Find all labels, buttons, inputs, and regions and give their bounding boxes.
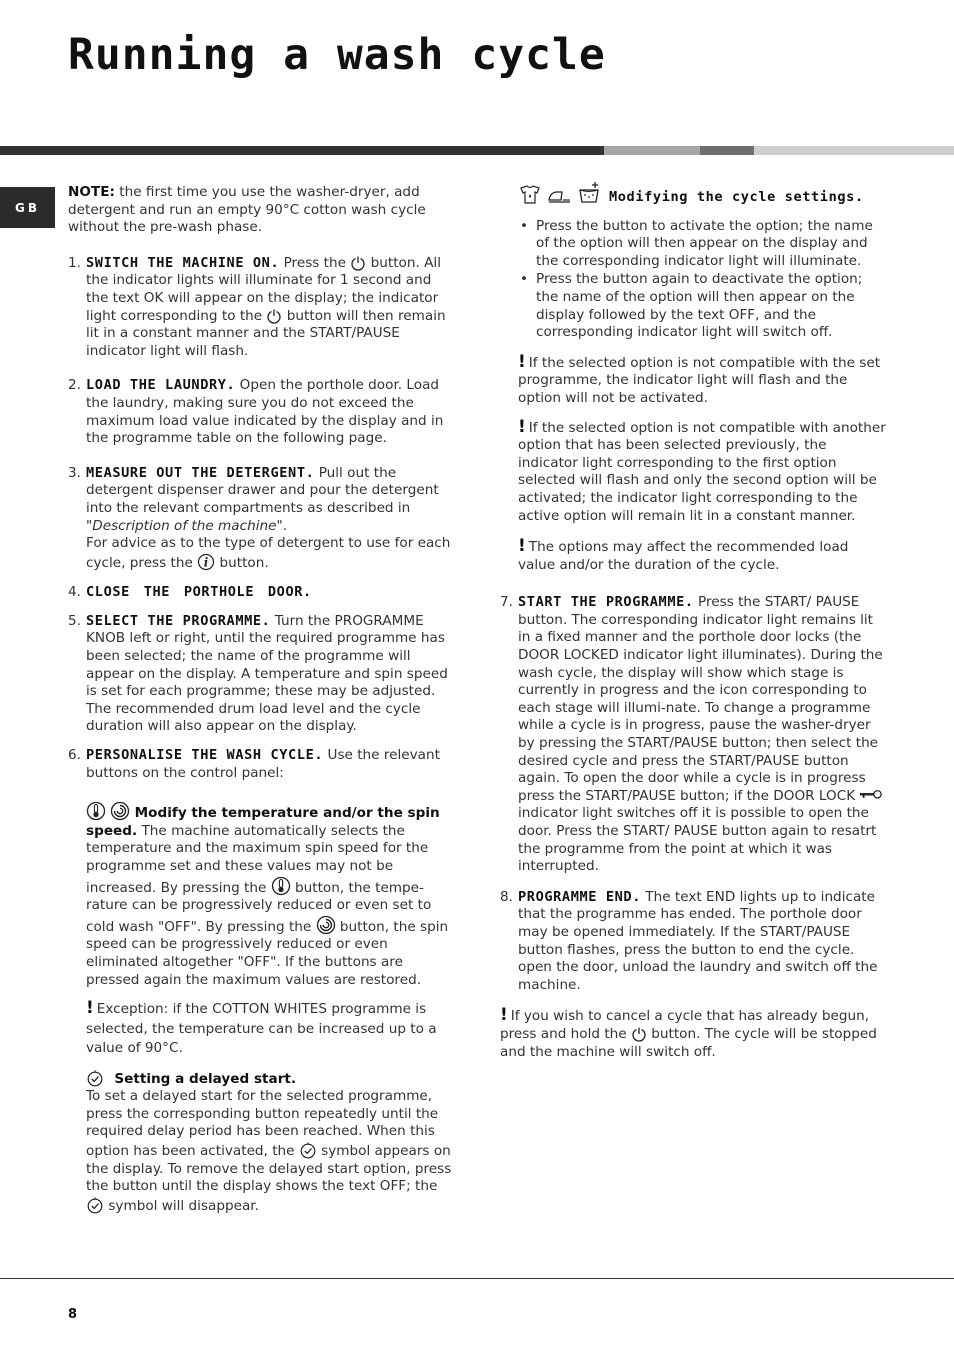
warning-text: If the selected option is not compatible with the set programme, the indicator light will flash and the option will not be activated. (518, 354, 881, 406)
spin-icon (110, 801, 130, 821)
step-heading: LOAD THE LAUNDRY. (86, 377, 236, 394)
modify-bullet: • Press the button to activate the option; the name of the option will then appear on the display and the corresponding indicator light will illuminate. (518, 218, 888, 271)
warning-note (518, 416, 888, 526)
step-3 (68, 465, 455, 573)
footer-rule (0, 1278, 954, 1279)
power-icon (631, 1026, 647, 1042)
step-text: The text END lights up to indicate that the programme has ended. The porthole door may be opened immediately. If the START/PAUSE button flashes, press the button to end the cycle. open the door, unload the laundry and switch off the machine. (518, 888, 878, 993)
exception-note (86, 999, 455, 1059)
cancel-text: If you wish to cancel a cycle that has already begun, press and hold the (500, 1008, 870, 1042)
step-text: Pull out the detergent dispenser drawer and pour the detergent into the relevant compartments as described in " (86, 464, 439, 534)
step-4 (68, 584, 455, 602)
page-title: Running a wash cycle (68, 30, 606, 80)
warning-icon: ! (518, 351, 526, 372)
step-number: 4. (68, 584, 81, 601)
note-paragraph (68, 184, 455, 237)
note-label: NOTE: (68, 184, 115, 200)
step-8 (500, 889, 888, 995)
temperature-icon (86, 801, 106, 821)
delay-timer-icon (86, 1069, 104, 1087)
extra-rinse-icon (577, 181, 601, 205)
step-number: 8. (500, 888, 513, 905)
step-text: button will then remain lit in a constant manner and the START/PAUSE indicator light will flash. (86, 307, 446, 359)
warning-note (518, 538, 888, 574)
step-number: 7. (500, 594, 513, 611)
step-heading: MEASURE OUT THE DETERGENT. (86, 464, 315, 481)
temp-spin-text: button, the spin speed can be progressively reduced or even eliminated altogether "OFF". If the buttons are pressed again the maximum values are restored. (86, 918, 449, 988)
spin-icon (316, 915, 336, 935)
delay-text: symbol will disappear. (104, 1197, 259, 1214)
page-number: 8 (68, 1307, 78, 1322)
stain-removal-icon (518, 183, 542, 205)
step-2 (68, 377, 455, 447)
header-rule-mid (604, 146, 700, 155)
header-rule-light (754, 146, 954, 155)
step-heading: SELECT THE PROGRAMME. (86, 612, 271, 629)
step-text: indicator light switches off it is possible to open the door. Press the START/ PAUSE button again to resatrt the programme from the point at which it was interrupted. (518, 805, 877, 875)
step-heading: CLOSE THE PORTHOLE DOOR. (86, 584, 312, 601)
warning-icon: ! (518, 536, 526, 557)
step-reference: Description of the machine (92, 517, 277, 534)
warning-note (518, 351, 888, 408)
delay-timer-icon (86, 1196, 104, 1214)
step-number: 3. (68, 464, 81, 481)
delay-text: To set a delayed start for the selected programme, press the corresponding button repeatedly until the required delay period has been reached. When this option has been activated, the (86, 1088, 439, 1160)
step-text: button. (215, 554, 269, 571)
delay-timer-icon (299, 1141, 317, 1159)
step-heading: PROGRAMME END. (518, 888, 641, 905)
cancel-text: button. The cycle will be stopped and the machine will switch off. (500, 1025, 877, 1060)
delay-heading: Setting a delayed start. (114, 1070, 297, 1087)
door-lock-key-icon (859, 788, 883, 800)
step-text: Press the (279, 254, 351, 271)
info-icon (197, 553, 215, 571)
step-number: 6. (68, 747, 81, 764)
iron-icon (546, 185, 572, 205)
step-5 (68, 613, 455, 736)
temp-spin-heading: Modify the temperature and/or the spin speed. (86, 805, 440, 839)
warning-text: If the selected option is not compatible with another option that has been selected previously, the indicator light corresponding to the first option selected will flash and only the second option will be activated; the indicator light corresponding to the active option will remain lit in a constant manner. (518, 419, 886, 524)
step-number: 1. (68, 254, 81, 271)
left-column (68, 184, 455, 1215)
temp-spin-paragraph (86, 801, 455, 989)
cancel-note (500, 1007, 888, 1061)
step-text: Use the relevant buttons on the control panel: (86, 747, 440, 781)
step-number: 2. (68, 377, 81, 394)
temp-spin-text: The machine automatically selects the temperature and the maximum spin speed for the programme set and these values may not be increased. By pressing the (86, 822, 429, 896)
step-text: For advice as to the type of detergent to use for each cycle, press the (86, 535, 451, 571)
step-heading: PERSONALISE THE WASH CYCLE. (86, 747, 324, 764)
right-column (500, 181, 888, 1061)
step-1 (68, 255, 455, 361)
step-heading: START THE PROGRAMME. (518, 594, 694, 611)
temperature-icon (271, 876, 291, 896)
power-icon (266, 308, 282, 324)
header-rule-dark2 (700, 146, 754, 155)
header-rule-dark (0, 146, 604, 155)
power-icon (350, 255, 366, 271)
temp-spin-text: button, the tempe-rature can be progressively reduced or even set to cold wash "OFF". By pressing the (86, 879, 432, 935)
step-text: ". (276, 517, 288, 534)
step-text: button. All the indicator lights will illuminate for 1 second and the text OK will appear on the display; the indicator light corresponding to the (86, 254, 441, 324)
step-7 (500, 594, 888, 876)
warning-icon: ! (86, 998, 94, 1019)
modify-bullet: • Press the button again to deactivate the option; the name of the option will then appear on the display followed by the text OFF, and the corresponding indicator light will switch off. (518, 271, 888, 341)
note-text: the first time you use the washer-dryer, add detergent and run an empty 90°C cotton wash cycle without the pre-wash phase. (68, 184, 426, 236)
warning-icon: ! (500, 1005, 508, 1026)
exception-text: Exception: if the COTTON WHITES programme is selected, the temperature can be increased up to a value of 90°C. (86, 1001, 437, 1057)
step-text: Open the porthole door. Load the laundry, making sure you do not exceed the maximum load value indicated by the display and in the programme table on the following page. (86, 377, 444, 447)
modify-heading: Modifying the cycle settings. (608, 189, 864, 205)
step-number: 5. (68, 612, 81, 629)
modify-section (500, 181, 888, 574)
modify-heading-line (518, 181, 888, 207)
step-6 (68, 747, 455, 1215)
warning-icon: ! (518, 416, 526, 437)
step-text: Press the START/ PAUSE button. The corresponding indicator light remains lit in a fixed manner and the porthole door locks (the DOOR LOCKED indicator light illuminates). During the wash cycle, the display will show which stage is currently in progress and the icon corresponding to each stage will illumi-nate. To change a programme while a cycle is in progress, pause the washer-dryer by pressing the START/PAUSE button; then select the desired cycle and press the START/PAUSE button again. To open the door while a cycle is in progress press the START/PAUSE button; if the DOOR LOCK (518, 594, 883, 804)
step-heading: SWITCH THE MACHINE ON. (86, 254, 280, 271)
warning-text: The options may affect the recommended load value and/or the duration of the cycle. (518, 539, 849, 573)
delay-text: symbol appears on the display. To remove the delayed start option, press the button until the display shows the text OFF; the (86, 1143, 452, 1195)
delay-paragraph (86, 1069, 455, 1216)
step-text: Turn the PROGRAMME KNOB left or right, until the required programme has been selected; the name of the programme will appear on the display. A temperature and spin speed is set for each programme; these may be adjusted. The recommended drum load level and the cycle duration will also appear on the display. (86, 612, 448, 735)
language-tab: GB (0, 187, 55, 228)
